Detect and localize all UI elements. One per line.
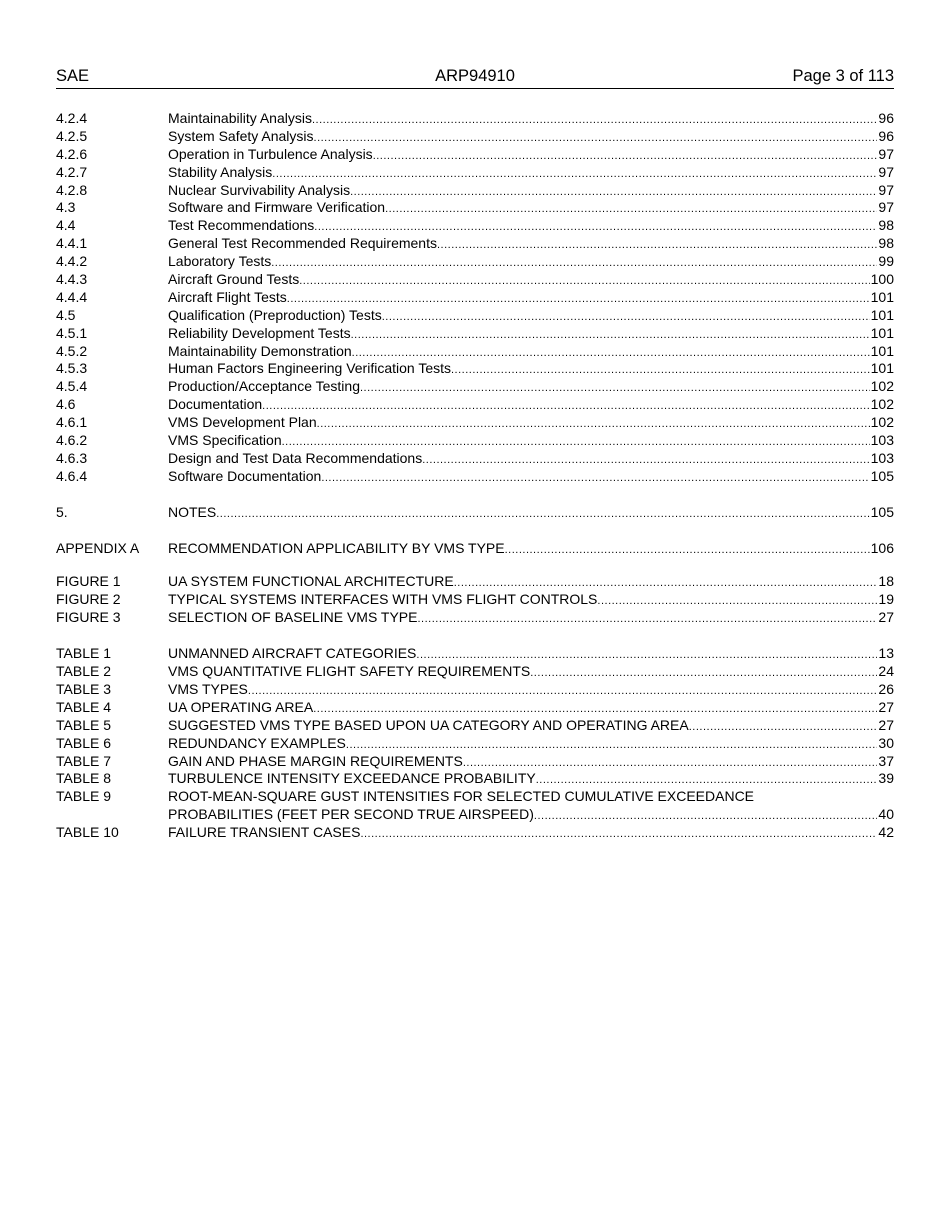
- toc-number: 4.6.4: [56, 467, 88, 484]
- toc-entry[interactable]: [56, 378, 894, 396]
- toc-leader: [216, 506, 869, 524]
- toc-title: Maintainability Demonstration: [168, 342, 352, 359]
- toc-entry[interactable]: [56, 735, 894, 753]
- toc-number: 4.2.7: [56, 163, 88, 180]
- spacer: [56, 486, 894, 504]
- toc-number: FIGURE 2: [56, 591, 121, 608]
- toc-leader: [321, 470, 869, 488]
- toc-number: TABLE 8: [56, 770, 111, 787]
- toc-page: 102: [870, 396, 894, 413]
- toc-number: TABLE 1: [56, 645, 111, 662]
- toc-title: General Test Recommended Requirements: [168, 235, 437, 252]
- toc-entry[interactable]: [56, 182, 894, 200]
- toc-number: APPENDIX A: [56, 539, 140, 556]
- toc-page: 97: [878, 199, 894, 216]
- toc-page: 101: [870, 324, 894, 341]
- toc-title: Documentation: [168, 396, 263, 413]
- toc-page: 101: [870, 288, 894, 305]
- toc-number: 4.4.4: [56, 288, 88, 305]
- toc-page: 27: [878, 609, 894, 626]
- toc-entry[interactable]: [56, 824, 894, 842]
- toc-page: 98: [878, 217, 894, 234]
- toc-page: 42: [878, 824, 894, 841]
- toc-title: Aircraft Flight Tests: [168, 288, 287, 305]
- spacer: [56, 522, 894, 540]
- toc-entry[interactable]: [56, 396, 894, 414]
- toc-title: Stability Analysis: [168, 163, 273, 180]
- toc-title: FAILURE TRANSIENT CASES: [168, 824, 361, 841]
- toc-leader: [505, 542, 870, 560]
- toc-title: SUGGESTED VMS TYPE BASED UPON UA CATEGORY AND OPERATING AREA: [168, 716, 689, 733]
- toc-entry[interactable]: [56, 788, 894, 824]
- toc-title: UA OPERATING AREA: [168, 698, 314, 715]
- toc-number: 4.5.4: [56, 378, 88, 395]
- spacer: [56, 557, 894, 573]
- toc-title: Test Recommendations: [168, 217, 315, 234]
- toc-page: 24: [878, 663, 894, 680]
- header-page-number: Page 3 of 113: [792, 67, 894, 85]
- toc-title: System Safety Analysis: [168, 127, 314, 144]
- toc-number: 4.6.2: [56, 432, 88, 449]
- toc-entry[interactable]: [56, 699, 894, 717]
- toc-title: TURBULENCE INTENSITY EXCEEDANCE PROBABILITY: [168, 770, 536, 787]
- toc-entry[interactable]: [56, 289, 894, 307]
- toc-number: TABLE 3: [56, 680, 111, 697]
- toc-page: 27: [878, 698, 894, 715]
- toc-page: 97: [878, 163, 894, 180]
- toc-entry[interactable]: [56, 468, 894, 486]
- toc-leader: [360, 826, 877, 844]
- toc-title: REDUNDANCY EXAMPLES: [168, 734, 346, 751]
- toc-title: Reliability Development Tests: [168, 324, 351, 341]
- toc-number: 4.5: [56, 306, 76, 323]
- toc-title: PROBABILITIES (FEET PER SECOND TRUE AIRSPEED): [168, 806, 534, 823]
- header-doc-number: ARP94910: [435, 67, 515, 85]
- toc-title-line1: ROOT-MEAN-SQUARE GUST INTENSITIES FOR SELECTED CUMULATIVE EXCEEDANCE: [168, 788, 755, 805]
- toc-entry[interactable]: [56, 307, 894, 325]
- toc-page: 96: [878, 110, 894, 126]
- toc-title: RECOMMENDATION APPLICABILITY BY VMS TYPE: [168, 539, 505, 556]
- toc-page: 18: [878, 573, 894, 590]
- toc-number: TABLE 2: [56, 663, 111, 680]
- toc-number: TABLE 6: [56, 734, 111, 751]
- toc-entry[interactable]: [56, 645, 894, 663]
- toc-page: 96: [878, 127, 894, 144]
- toc-title: Software Documentation: [168, 467, 322, 484]
- toc-entry[interactable]: [56, 217, 894, 235]
- toc-number: FIGURE 1: [56, 573, 121, 590]
- toc-entry[interactable]: [56, 540, 894, 558]
- toc-title: Production/Acceptance Testing: [168, 378, 360, 395]
- toc-page: 106: [870, 539, 894, 556]
- toc-entry[interactable]: [56, 199, 894, 217]
- toc-page: 98: [878, 235, 894, 252]
- toc-entry[interactable]: [56, 717, 894, 735]
- toc-page: 101: [870, 306, 894, 323]
- toc-entry[interactable]: [56, 450, 894, 468]
- toc-entry[interactable]: [56, 609, 894, 627]
- toc-entry[interactable]: [56, 271, 894, 289]
- toc-title: UNMANNED AIRCRAFT CATEGORIES: [168, 645, 417, 662]
- toc-page: 19: [878, 591, 894, 608]
- toc-number: 4.5.1: [56, 324, 88, 341]
- toc-number: 4.2.8: [56, 181, 88, 198]
- toc-title: VMS Specification: [168, 432, 282, 449]
- toc-entry[interactable]: [56, 432, 894, 450]
- toc-number: 4.4.3: [56, 271, 88, 288]
- toc-title: VMS TYPES: [168, 680, 248, 697]
- toc-number: TABLE 4: [56, 698, 111, 715]
- toc-page: 99: [878, 253, 894, 270]
- toc-number: 4.4.2: [56, 253, 88, 270]
- spacer: [56, 627, 894, 645]
- toc-entry[interactable]: [56, 253, 894, 271]
- toc-entry[interactable]: [56, 128, 894, 146]
- toc-title: Qualification (Preproduction) Tests: [168, 306, 382, 323]
- toc-number: 4.2.6: [56, 145, 88, 162]
- toc-page: 39: [878, 770, 894, 787]
- toc-entry[interactable]: [56, 414, 894, 432]
- toc-page: 105: [870, 467, 894, 484]
- toc-number: 4.6.3: [56, 449, 88, 466]
- toc-page: 100: [870, 271, 894, 288]
- toc-number: 4.3: [56, 199, 76, 216]
- toc-page: 102: [870, 414, 894, 431]
- toc-number: TABLE 5: [56, 716, 111, 733]
- toc-page: 103: [870, 432, 894, 449]
- toc-number: 4.6: [56, 396, 76, 413]
- toc-number: 4.5.3: [56, 360, 88, 377]
- toc-page: 40: [878, 806, 894, 823]
- toc-number: 4.2.4: [56, 110, 88, 126]
- toc-page: 101: [870, 360, 894, 377]
- toc-entry[interactable]: [56, 235, 894, 253]
- toc-title: Aircraft Ground Tests: [168, 271, 300, 288]
- toc-title: SELECTION OF BASELINE VMS TYPE: [168, 609, 418, 626]
- toc-number: 4.5.2: [56, 342, 88, 359]
- toc-title: Human Factors Engineering Verification Tests: [168, 360, 451, 377]
- toc-page: 27: [878, 716, 894, 733]
- toc-title: UA SYSTEM FUNCTIONAL ARCHITECTURE: [168, 573, 454, 590]
- toc-page: 37: [878, 752, 894, 769]
- toc-entry[interactable]: [56, 770, 894, 788]
- toc-number: 4.4: [56, 217, 76, 234]
- toc-entry[interactable]: [56, 753, 894, 771]
- toc-entry[interactable]: [56, 325, 894, 343]
- toc-number: 5.: [56, 503, 68, 520]
- toc-page: 97: [878, 181, 894, 198]
- toc-number: TABLE 10: [56, 824, 119, 841]
- page-header: [56, 67, 894, 89]
- toc-page: 26: [878, 680, 894, 697]
- toc-title: GAIN AND PHASE MARGIN REQUIREMENTS: [168, 752, 463, 769]
- toc-page: 102: [870, 378, 894, 395]
- toc-page: 97: [878, 145, 894, 162]
- toc-number: TABLE 9: [56, 788, 111, 805]
- toc-page: 13: [878, 645, 894, 662]
- toc-title: Operation in Turbulence Analysis: [168, 145, 373, 162]
- toc-entry[interactable]: [56, 110, 894, 128]
- toc-title: Nuclear Survivability Analysis: [168, 181, 351, 198]
- toc-entry[interactable]: [56, 591, 894, 609]
- toc-entry[interactable]: [56, 343, 894, 361]
- toc-title: Design and Test Data Recommendations: [168, 449, 423, 466]
- toc-entry[interactable]: [56, 663, 894, 681]
- toc-entry[interactable]: [56, 146, 894, 164]
- toc-leader: [417, 611, 877, 629]
- toc-entry[interactable]: [56, 164, 894, 182]
- toc-entry[interactable]: [56, 681, 894, 699]
- toc-title: TYPICAL SYSTEMS INTERFACES WITH VMS FLIGHT CONTROLS: [168, 591, 598, 608]
- toc-title: Maintainability Analysis: [168, 110, 312, 126]
- toc-page: 105: [870, 503, 894, 520]
- toc-page: 103: [870, 449, 894, 466]
- toc-entry[interactable]: [56, 573, 894, 591]
- toc-page: 101: [870, 342, 894, 359]
- toc-number: 4.6.1: [56, 414, 88, 431]
- header-org: SAE: [56, 67, 90, 85]
- toc-title: Laboratory Tests: [168, 253, 272, 270]
- toc-number: 4.2.5: [56, 127, 88, 144]
- toc-title: Software and Firmware Verification: [168, 199, 386, 216]
- toc-title: NOTES: [168, 503, 217, 520]
- table-of-contents: [56, 110, 894, 842]
- toc-entry[interactable]: [56, 504, 894, 522]
- toc-title: VMS Development Plan: [168, 414, 317, 431]
- toc-entry[interactable]: [56, 360, 894, 378]
- toc-page: 30: [878, 734, 894, 751]
- toc-number: FIGURE 3: [56, 609, 121, 626]
- toc-title: VMS QUANTITATIVE FLIGHT SAFETY REQUIREMENTS: [168, 663, 531, 680]
- toc-number: 4.4.1: [56, 235, 88, 252]
- toc-number: TABLE 7: [56, 752, 111, 769]
